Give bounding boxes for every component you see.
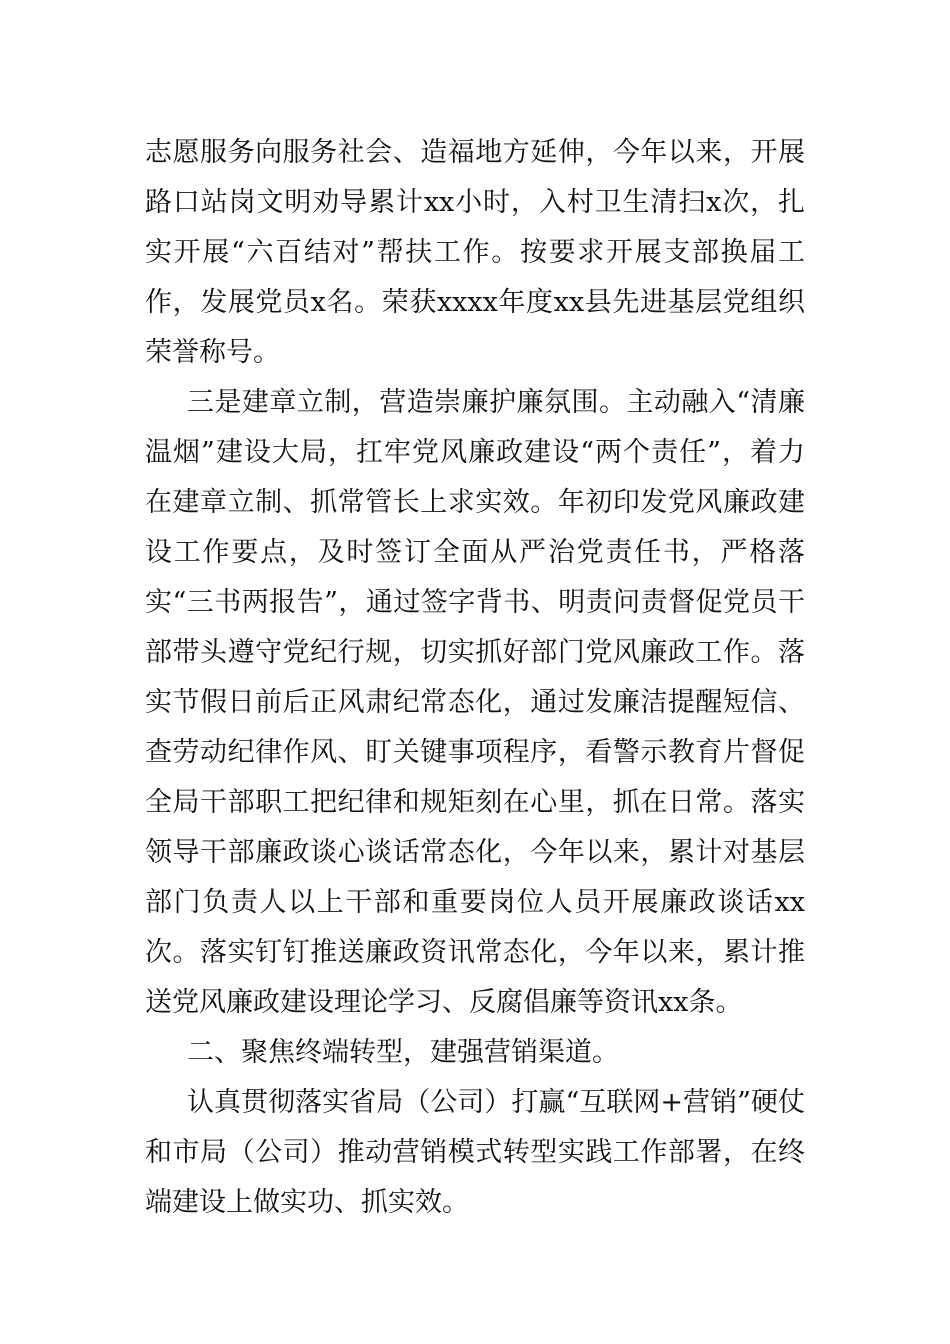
section-heading-terminal-transformation: 二、聚焦终端转型，建强营销渠道。 — [187, 1037, 619, 1068]
document-body — [145, 128, 805, 1228]
paragraph-volunteer-service: 志愿服务向服务社会、造福地方延伸，今年以来，开展路口站岗文明劝导累计xx小时，入村卫生清扫x次，扎实开展“六百结对”帮扶工作。按要求开展支部换届工作，发展党员x名。荣获xxxx年度xx县先进基层党组织荣誉称号。 — [145, 137, 805, 368]
paragraph-marketing-transformation: 认真贯彻落实省局（公司）打赢“互联网+营销”硬仗和市局（公司）推动营销模式转型实践工作部署，在终端建设上做实功、抓实效。 — [145, 1087, 805, 1218]
paragraph-integrity-building: 三是建章立制，营造崇廉护廉氛围。主动融入“清廉温烟”建设大局，扛牢党风廉政建设“两个责任”，着力在建章立制、抓常管长上求实效。年初印发党风廉政建设工作要点，及时签订全面从严治党责任书，严格落实“三书两报告”，通过签字背书、明责问责督促党员干部带头遵守党纪行规，切实抓好部门党风廉政工作。落实节假日前后正风肃纪常态化，通过发廉洁提醒短信、查劳动纪律作风、盯关键事项程序，看警示教育片督促全局干部职工把纪律和规矩刻在心里，抓在日常。落实领导干部廉政谈心谈话常态化，今年以来，累计对基层部门负责人以上干部和重要岗位人员开展廉政谈话xx次。落实钉钉推送廉政资讯常态化，今年以来，累计推送党风廉政建设理论学习、反腐倡廉等资讯xx条。 — [145, 387, 805, 1018]
